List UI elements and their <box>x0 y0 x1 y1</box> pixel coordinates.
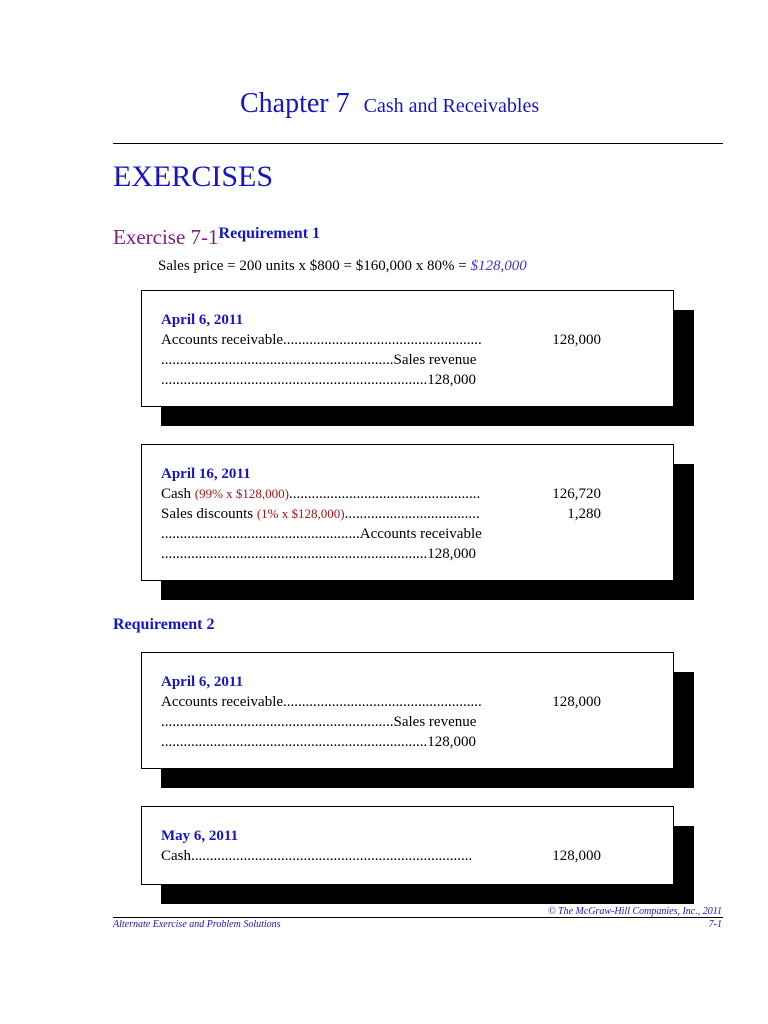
entry-date: April 6, 2011 <box>161 674 244 690</box>
entry-line: Accounts receivable..................................................... <box>161 694 482 710</box>
chapter-subtitle: Cash and Receivables <box>363 95 540 117</box>
journal-entry-box <box>141 290 674 407</box>
debit-amount: 126,720 <box>552 486 601 502</box>
entry-date: May 6, 2011 <box>161 828 239 844</box>
entry-line: ..............................................................Sales revenue <box>161 714 477 730</box>
calculation-note: (1% x $128,000) <box>256 506 345 521</box>
footer-rule <box>113 917 723 918</box>
formula-result: $128,000 <box>470 258 527 274</box>
leader-dots: .................................... <box>344 506 480 522</box>
debit-amount: 1,280 <box>567 506 601 522</box>
page-number: 7-1 <box>708 919 722 930</box>
entry-line <box>161 504 480 524</box>
chapter-number: Chapter 7 <box>240 88 350 119</box>
entry-line: .....................................................Accounts receivable <box>161 526 482 542</box>
entry-line: .......................................................................128,000 <box>161 372 476 388</box>
copyright-notice: © The McGraw-Hill Companies, Inc., 2011 <box>547 906 722 917</box>
entry-line: Accounts receivable..................................................... <box>161 332 482 348</box>
entry-date: April 16, 2011 <box>161 466 251 482</box>
journal-entry-box <box>141 652 674 769</box>
requirement-1-label: Requirement 1 <box>218 225 321 242</box>
debit-amount: 128,000 <box>552 694 601 710</box>
header-rule <box>113 143 723 144</box>
exercise-heading <box>113 225 320 250</box>
exercise-title: Exercise 7-1 <box>113 225 219 249</box>
entry-date: April 6, 2011 <box>161 312 244 328</box>
sales-price-formula <box>158 258 527 275</box>
chapter-title <box>240 88 539 120</box>
debit-amount: 128,000 <box>552 332 601 348</box>
account-name: Sales discounts <box>161 506 257 522</box>
entry-line: ..............................................................Sales revenue <box>161 352 477 368</box>
section-title: EXERCISES <box>113 160 274 193</box>
entry-line <box>161 484 480 504</box>
calculation-note: (99% x $128,000) <box>194 486 289 501</box>
journal-entry-box <box>141 806 674 885</box>
requirement-2-label: Requirement 2 <box>113 616 215 633</box>
entry-line: .......................................................................128,000 <box>161 546 476 562</box>
formula-text: Sales price = 200 units x $800 = $160,000 x 80% = <box>158 258 471 274</box>
account-name: Cash <box>161 486 195 502</box>
entry-line: .......................................................................128,000 <box>161 734 476 750</box>
entry-line: Cash........................................................................... <box>161 848 473 864</box>
leader-dots: ................................................... <box>289 486 481 502</box>
debit-amount: 128,000 <box>552 848 601 864</box>
journal-entry-box <box>141 444 674 581</box>
footer-title: Alternate Exercise and Problem Solutions <box>113 919 281 930</box>
